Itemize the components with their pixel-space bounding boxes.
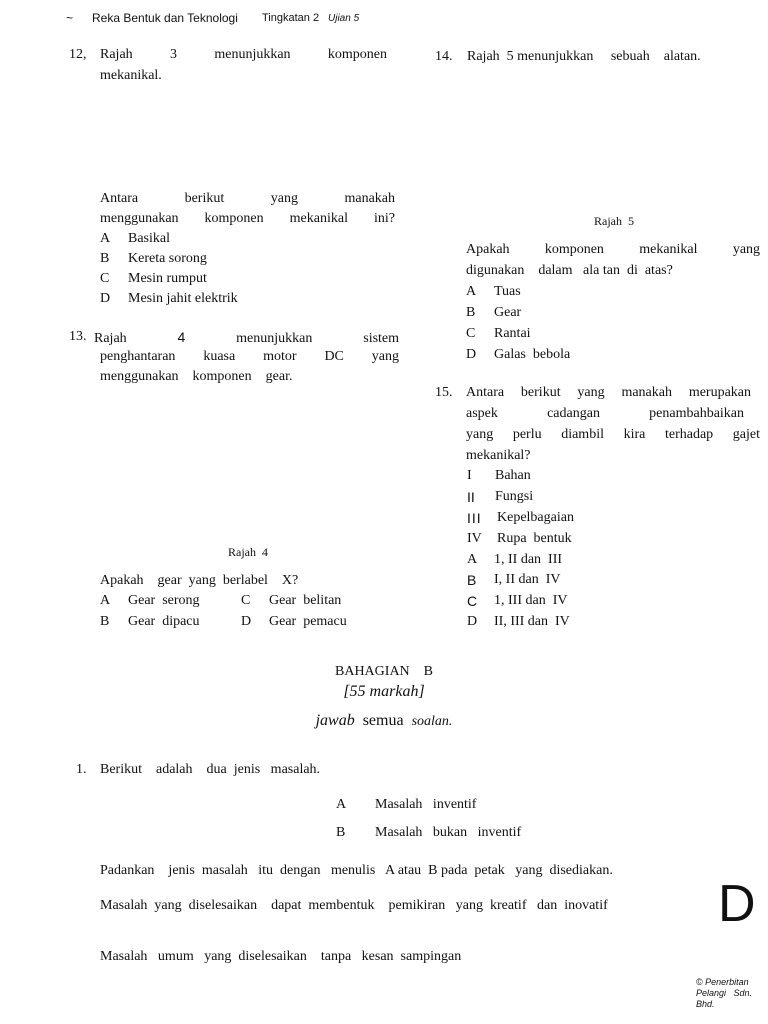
statement-2: Masalah umum yang diselesaikan tanpa kesan sampingan [100,949,462,964]
word: manakah [621,385,672,400]
word: menunjukkan [236,331,313,346]
question-text-line [94,329,399,347]
word: yang [371,349,399,364]
word: perlu [512,427,542,442]
word: manakah [344,191,395,206]
word: ini? [374,211,395,226]
option-letter: C [466,326,476,341]
option-letter: B [466,305,476,320]
word: berikut [184,191,225,206]
figure-caption: Rajah 4 [228,545,268,559]
header-tilde: ~ [66,11,74,25]
copyright-line: Bhd. [696,999,715,1009]
option-letter: D [467,614,478,629]
option-text: Tuas [494,284,521,299]
problem-type-letter: A [336,797,347,812]
word: Apakah [466,242,510,257]
header-level: Tingkatan 2 [262,12,320,24]
option-letter: C [241,593,251,608]
question-text-line: menggunakan komponen gear. [100,369,293,384]
question-stem-line: Apakah gear yang berlabel X? [100,573,299,588]
question-text-line [100,47,387,63]
question-number: 15. [435,385,453,400]
option-text: Rantai [494,326,531,341]
statement-1: Masalah yang diselesaikan dapat membentuk pemikiran yang kreatif dan inovatif [100,898,608,913]
section-title: BAHAGIAN B [335,664,433,679]
item-roman: II [467,489,475,505]
question-stem-line [100,191,395,207]
option-text: Gear belitan [269,593,342,608]
item-text: Bahan [495,468,531,483]
option-text: 1, III dan IV [494,593,568,608]
word: motor [263,349,297,364]
option-letter: C [100,271,110,286]
word: diambil [561,427,604,442]
question-number: 13. [69,329,87,344]
item-text: Rupa bentuk [497,531,572,546]
instruction-word: semua [362,712,404,729]
word: menunjukkan [214,47,291,62]
option-letter: B [467,572,477,588]
option-letter: A [100,593,111,608]
word: berikut [520,385,561,400]
option-text: Gear pemacu [269,614,347,629]
word: komponen [544,242,604,257]
word: yang [270,191,298,206]
question-number: 1. [76,762,87,777]
question-number: 12, [69,47,87,62]
item-roman: I [467,468,472,483]
copyright-line: Pelangi Sdn. [696,988,753,998]
instruction-word: soalan. [411,714,453,729]
option-letter: B [100,614,110,629]
word: 3 [170,47,177,62]
word: komponen [327,47,388,62]
section-marks: [55 markah] [343,683,425,700]
word: merupakan [688,385,752,400]
word: aspek [466,406,498,421]
problem-type-text: Masalah inventif [375,797,477,812]
copyright-notice [696,977,752,1010]
option-letter: D [466,347,477,362]
question-number: 14. [435,49,453,64]
item-text: Fungsi [495,489,534,504]
word: Antara [100,191,139,206]
item-roman: III [467,510,482,526]
word: terhadap [664,427,714,442]
question-text-line [466,427,760,443]
question-stem-line [466,242,760,258]
option-letter: A [466,284,477,299]
question-text-line: Berikut adalah dua jenis masalah. [100,762,321,777]
section-instruction [0,712,768,730]
question-text-line: mekanikal? [466,448,531,463]
option-text: I, II dan IV [494,572,561,587]
option-text: II, III dan IV [494,614,570,629]
word: gajet [732,427,760,442]
answer-box-1[interactable]: D [718,875,756,933]
option-text: Basikal [128,231,170,246]
option-text: Galas bebola [494,347,571,362]
word: yang [577,385,605,400]
instruction-line: Padankan jenis masalah itu dengan menulis A atau B pada petak yang disediakan. [100,863,613,878]
word: yang [732,242,761,257]
question-text-line [466,406,744,422]
word: Rajah [94,331,127,346]
word: Rajah [100,47,133,62]
question-text-line [100,349,399,365]
question-stem-line [100,211,395,227]
option-letter: C [467,593,478,609]
question-text-line: Rajah 5 menunjukkan sebuah alatan. [467,49,701,64]
word: 4 [177,329,186,345]
option-letter: B [100,251,110,266]
option-text: Gear dipacu [128,614,200,629]
option-letter: D [241,614,252,629]
word: mekanikal [639,242,698,257]
word: kira [623,427,646,442]
word: cadangan [547,406,600,421]
figure-caption: Rajah 5 [594,214,634,228]
option-text: Mesin jahit elektrik [128,291,238,306]
question-text-line [466,385,751,401]
word: DC [324,349,344,364]
copyright-line: © Penerbitan [696,977,749,987]
word: kuasa [203,349,236,364]
problem-type-text: Masalah bukan inventif [375,825,522,840]
question-stem-line: digunakan dalam ala tan di atas? [466,263,673,278]
word: penghantaran [100,349,176,364]
option-letter: A [100,231,111,246]
word: komponen [204,211,264,226]
word: sistem [363,331,400,346]
option-letter: D [100,291,111,306]
word: Antara [466,385,505,400]
word: menggunakan [100,211,179,226]
word: penambahbaikan [649,406,745,421]
problem-type-letter: B [336,825,346,840]
instruction-word: jawab [315,712,355,729]
item-roman: IV [467,531,482,546]
option-letter: A [467,552,478,567]
option-text: 1, II dan III [494,552,563,567]
word: yang [466,427,494,442]
header-title: Reka Bentuk dan Teknologi [92,11,238,25]
option-text: Mesin rumput [128,271,207,286]
item-text: Kepelbagaian [497,510,574,525]
option-text: Gear [494,305,522,320]
header-exam: Ujian 5 [328,13,360,24]
question-text-line: mekanikal. [100,68,162,83]
word: mekanikal [289,211,348,226]
option-text: Gear serong [128,593,200,608]
option-text: Kereta sorong [128,251,207,266]
